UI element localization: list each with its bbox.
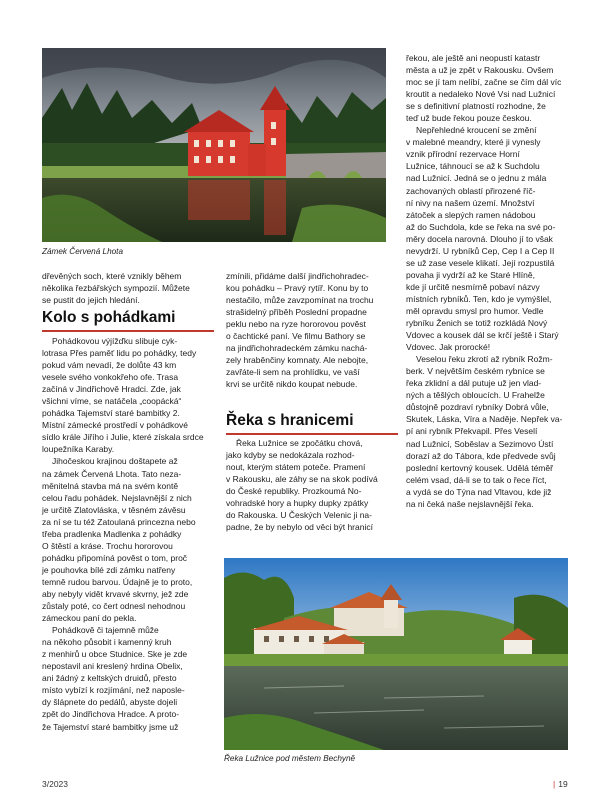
text-line: se s definitivní platností rozhodne, že	[406, 101, 546, 112]
text-line: místo vybízí k rozjímání, než naposle-	[42, 685, 185, 696]
text-line: Veselou řeku zkrotí až rybník Rožm-	[416, 354, 553, 365]
text-line: vznik přírodní rezervace Horní	[406, 149, 520, 160]
text-line: zmínili, přidáme další jindřichohradec-	[226, 271, 369, 281]
text-line: rybníku Ženich se totiž rozkládá Nový	[406, 318, 548, 329]
text-line: strašidelný příběh Poslední propadne	[226, 307, 367, 318]
text-line: zachovaných oblastí přirozené říč-	[406, 185, 536, 196]
text-line: na ni čeká naše nejslavnější řeka.	[406, 498, 534, 509]
text-line: se už zase vesele klikatí. Její rozpustilá	[406, 257, 555, 268]
text-line: v malebné meandry, které ji vynesly	[406, 137, 541, 148]
text-line: nepostavil ani kreslený hrdina Obelix,	[42, 661, 183, 672]
text-line: dřevěných soch, které vznikly během	[42, 271, 182, 281]
text-line: berk. V největším českém rybníce se	[406, 366, 545, 377]
text-line: temně rudou barvou. Údajně je to proto,	[42, 576, 193, 587]
text-line: kroutit a nedaleko Nové Vsi nad Lužnicí	[406, 89, 556, 100]
text-line: řekou, ale ještě ani neopustí katastr	[406, 53, 541, 63]
text-line: až do Suchdola, kde se řeka na své po-	[406, 221, 556, 232]
text-line: Vdovec. Jak prorocké!	[406, 342, 491, 353]
column-1-body	[42, 335, 214, 733]
text-line: zavřáte-li sem na prohlídku, ve vaší	[226, 367, 360, 378]
text-line: Vdovec a kousek dál se krčí ještě i Starý	[406, 330, 559, 341]
text-line: je pouhovka bílé zdi zámku natřeny	[42, 564, 176, 575]
text-line: dy šlápnete do pedálů, abyste dojeli	[42, 697, 178, 708]
text-line: třeba pradlenka Madlenka z pohádky	[42, 528, 182, 539]
text-line: poslední kertovný kousek. Udělá téměř	[406, 462, 553, 473]
text-line: začíná v Jindřichově Hradci. Zde, jak	[42, 384, 181, 395]
text-line: města a už je zpět v Rakousku. Ovšem	[406, 65, 554, 76]
section-heading-reka: Řeka s hranicemi	[226, 412, 354, 429]
text-line: na jindřichohradeckém zámku nachá-	[226, 343, 368, 354]
text-line: nad Lužnicí. Jedná se o jednu z mála	[406, 173, 547, 184]
column-2-body	[226, 437, 398, 533]
text-line: a vydá se do Týna nad Vltavou, kde již	[406, 486, 552, 497]
text-line: loupežníka Karaby.	[42, 444, 115, 455]
text-line: pohádka Tajemství staré bambitky 2.	[42, 408, 180, 419]
text-line: všichni víme, se natáčela „coopácká“	[42, 396, 182, 407]
text-line: Jihočeskou krajinou doštapete až	[52, 456, 178, 467]
text-line: nad Lužnicí, Soběslav a Sezimovo Ústí	[406, 438, 554, 449]
text-line: Místní zámecké prostředí v pohádkové	[42, 420, 188, 431]
text-line: je určitě Zlatovláska, v těsném závěsu	[42, 504, 186, 515]
text-line: vohradské hory a hupky dupky zpátky	[226, 498, 369, 509]
text-line: Pohádkově či tajemně může	[52, 625, 159, 636]
text-line: sídlo krále Jiřího i Julie, které získala srdce	[42, 432, 204, 443]
text-line: ní nivy na našem území. Množství	[406, 197, 535, 208]
text-line: do České republiky. Prozkoumá No-	[226, 486, 362, 497]
column-3	[406, 52, 578, 510]
column-1-intro	[42, 270, 214, 306]
text-line: jako kdyby se nedokázala rozhod-	[226, 450, 355, 461]
text-line: několika řezbářských sympozií. Můžete	[42, 283, 190, 294]
text-line: o čachtické paní. Ve filmu Bathory se	[226, 331, 366, 342]
text-line: měry docela narovná. Dlouho jí to však	[406, 233, 553, 244]
page-number-block	[553, 779, 568, 789]
page-number: 19	[558, 779, 568, 789]
text-line: zely hraběnčiny komnaty. Ale nebojte,	[226, 355, 369, 366]
text-line: místních rybníků. Ten, kdo je vymýšlel,	[406, 293, 552, 304]
text-line: kou pohádku – Pravý rytíř. Konu by to	[226, 283, 369, 294]
text-line: padne, že by nebylo od věci být hranicí	[226, 522, 373, 533]
text-line: nestačilo, může zavzpomínat na trochu	[226, 295, 374, 306]
text-line: aby nebyly vidět krvavé skvrny, jež zde	[42, 588, 189, 599]
text-line: zátoček a slepých ramen nádobou	[406, 209, 536, 220]
text-line: zámeckou paní do pekla.	[42, 613, 137, 624]
text-line: teď už bude řekou pouze českou.	[406, 113, 532, 124]
section-heading-kolo: Kolo s pohádkami	[42, 309, 176, 326]
text-line: kde jí určitě nesmírně pobaví názvy	[406, 281, 540, 292]
text-line: měnitelná stavba má na svém kontě	[42, 480, 179, 491]
column-2-top	[226, 270, 398, 390]
text-line: za ní se tu též Zatoulaná princezna nebo	[42, 516, 196, 527]
text-line: ných a těšlých obloucích. U Frahelže	[406, 390, 545, 401]
text-line: Lužnice, táhnoucí se až k Suchdolu	[406, 161, 540, 172]
text-line: že Tajemství staré bambitky jsme už	[42, 721, 179, 732]
text-line: Řeka Lužnice se zpočátku chová,	[236, 438, 363, 448]
text-line: zůstaly poté, co čert odnesl nehodnou	[42, 601, 186, 612]
text-line: do Rakouska. U Českých Velenic ji na-	[226, 510, 372, 521]
text-line: vesele svého vonkokřeho ofe. Trasa	[42, 372, 179, 383]
issue-number: 3/2023	[42, 779, 68, 789]
text-line: na někoho působit i kamenný kruh	[42, 637, 172, 648]
castle-photo-caption: Zámek Červená Lhota	[42, 247, 124, 256]
text-line: Pohádkovou výjížďku slibuje cyk-	[52, 336, 178, 346]
text-line: na zámek Červená Lhota. Tato neza-	[42, 468, 182, 479]
text-line: peklu nebo na ryze hororovou pověst	[226, 319, 366, 330]
text-line: pokud vám nevadí, že dolůte 43 km	[42, 360, 177, 371]
heading-rule	[42, 330, 214, 332]
text-line: zpět do Jindřichova Hradce. A proto-	[42, 709, 180, 720]
text-line: dorazí až do Tábora, kde předvede svůj	[406, 450, 556, 461]
text-line: moc se jí tam nelíbí, začne se čím dál víc	[406, 77, 562, 88]
text-line: Skutek, Láska, Víra a Naděje. Nepřek va-	[406, 414, 563, 425]
river-photo-caption: Řeka Lužnice pod městem Bechyně	[224, 754, 356, 763]
text-line: se pustit do jejich hledání.	[42, 295, 140, 306]
text-line: Nepřehledné kroucení se změní	[416, 125, 537, 136]
text-line: pohádku připomíná pověst o tom, proč	[42, 552, 188, 563]
text-line: krvi se určitě nikdo koupat nebude.	[226, 379, 358, 390]
text-line: pí ani rybník Překvapil. Přes Veselí	[406, 426, 538, 437]
text-line: v Rakousku, ale záhy se na skok podívá	[226, 474, 378, 485]
castle-photo	[42, 48, 386, 242]
river-photo	[224, 558, 568, 750]
text-line: povaha ji vydrží až ke Staré Hlíně,	[406, 269, 535, 280]
text-line: O štěstí a kráse. Trochu hororovou	[42, 540, 173, 551]
text-line: měl opravdu smysl pro humor. Vedle	[406, 305, 544, 316]
text-line: z menhirů u obce Studnice. Ske je zde	[42, 649, 188, 660]
text-line: nout, kterým státem poteče. Pramení	[226, 462, 366, 473]
text-line: ani žádný z keltských druidů, přesto	[42, 673, 177, 684]
text-line: celou řadu pohádek. Nejslavnější z nich	[42, 492, 192, 503]
text-line: nevydrží. U rybníků Cep, Cep I a Cep II	[406, 245, 555, 256]
text-line: lotrasa Přes paměť lidu po pohádky, tedy	[42, 348, 197, 359]
text-line: řeka zklidní a dál putuje už jen vlad-	[406, 378, 542, 389]
text-line: celém vsad, dá-li se to tak o řece říct,	[406, 474, 547, 485]
text-line: důstojně pozdraví rybníky Dobrá vůle,	[406, 402, 549, 413]
page-separator-bar: |	[553, 779, 556, 789]
heading-rule	[226, 433, 398, 435]
